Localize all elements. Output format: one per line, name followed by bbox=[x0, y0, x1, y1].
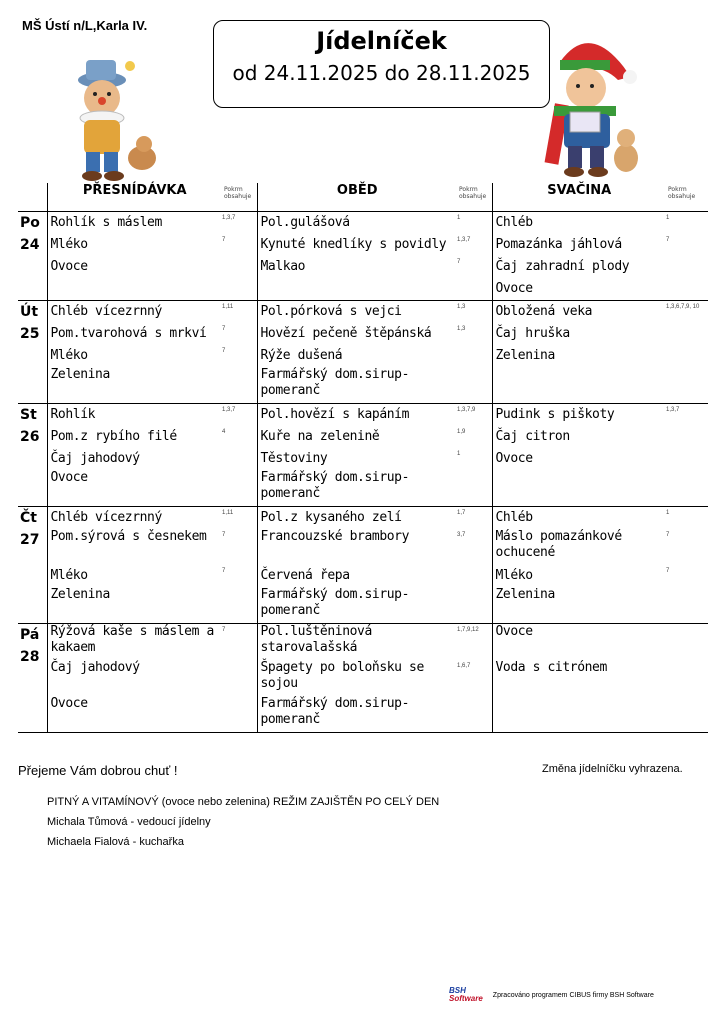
snack-allergens: 1 bbox=[666, 510, 670, 516]
day-number: 26 bbox=[20, 429, 40, 445]
breakfast-cell bbox=[47, 624, 222, 733]
lunch-allergen-cell bbox=[457, 507, 492, 624]
lunch-allergens: 1 bbox=[457, 451, 461, 457]
head-of-canteen: Michala Tůmová - vedoucí jídelny bbox=[47, 816, 211, 828]
breakfast-item: Ovoce bbox=[50, 696, 88, 711]
breakfast-cell bbox=[47, 507, 222, 624]
lunch-item: Pol.pórková s vejci bbox=[260, 304, 402, 319]
snack-allergens: 1,3,6,7,9, 10 bbox=[666, 304, 700, 310]
footer bbox=[449, 987, 654, 1003]
snack-item: Mléko bbox=[495, 568, 533, 583]
breakfast-item: Mléko bbox=[50, 237, 88, 252]
lunch-allergens: 1 bbox=[457, 215, 461, 221]
lunch-cell bbox=[257, 624, 457, 733]
snack-allergens: 7 bbox=[666, 532, 670, 538]
snack-item: Ovoce bbox=[495, 451, 533, 466]
lunch-allergens: 1,7 bbox=[457, 510, 466, 516]
breakfast-allergens bbox=[222, 587, 257, 623]
lunch-item: Farmářský dom.sirup-pomeranč bbox=[260, 696, 410, 727]
lunch-allergens: 1,7,9,12 bbox=[457, 627, 479, 633]
snack-allergens bbox=[666, 278, 708, 300]
breakfast-allergens: 7 bbox=[222, 326, 226, 332]
day-row bbox=[18, 624, 708, 733]
menu-header-row bbox=[18, 183, 708, 212]
snack-allergens bbox=[666, 696, 708, 732]
breakfast-item: Mléko bbox=[50, 348, 88, 363]
breakfast-item: Mléko bbox=[50, 568, 88, 583]
snack-item bbox=[493, 367, 667, 403]
breakfast-allergens: 1,3,7 bbox=[222, 215, 236, 221]
lunch-allergens: 1,6,7 bbox=[457, 663, 471, 669]
lunch-item: Červená řepa bbox=[260, 568, 350, 583]
breakfast-item: Čaj jahodový bbox=[50, 451, 140, 466]
snack-item bbox=[493, 470, 667, 506]
day-abbr: Pá bbox=[20, 627, 40, 643]
breakfast-allergen-cell bbox=[222, 507, 257, 624]
breakfast-item: Čaj jahodový bbox=[50, 660, 140, 675]
snack-item: Čaj citron bbox=[495, 429, 570, 444]
lunch-allergen-cell bbox=[457, 301, 492, 404]
lunch-item: Špagety po boloňsku se sojou bbox=[260, 660, 424, 691]
breakfast-allergens: 1,11 bbox=[222, 510, 234, 516]
breakfast-allergen-cell bbox=[222, 624, 257, 733]
breakfast-allergens bbox=[222, 660, 257, 696]
lunch-allergen-cell bbox=[457, 624, 492, 733]
lunch-allergen-cell bbox=[457, 404, 492, 507]
lunch-cell bbox=[257, 212, 457, 301]
lunch-item: Kynuté knedlíky s povidly bbox=[260, 237, 447, 252]
breakfast-allergens bbox=[222, 278, 257, 300]
lunch-allergen-cell bbox=[457, 212, 492, 301]
breakfast-allergens: 1,3,7 bbox=[222, 407, 236, 413]
change-note: Změna jídelníčku vyhrazena. bbox=[542, 763, 683, 775]
breakfast-cell bbox=[47, 301, 222, 404]
cook: Michaela Fialová - kuchařka bbox=[47, 836, 184, 848]
breakfast-item: Rohlík bbox=[50, 407, 96, 422]
notes-block bbox=[47, 792, 439, 852]
snack-allergens bbox=[666, 624, 708, 660]
breakfast-allergens bbox=[222, 256, 257, 278]
lunch-allergens: 1,3 bbox=[457, 326, 466, 332]
breakfast-allergens: 1,11 bbox=[222, 304, 234, 310]
breakfast-item: Zelenina bbox=[50, 367, 110, 382]
snack-allergens bbox=[666, 448, 708, 470]
allergen-header: Pokrm obsahuje bbox=[457, 183, 492, 212]
breakfast-allergens bbox=[222, 696, 257, 732]
snack-column-header: SVAČINA bbox=[492, 183, 666, 212]
lunch-item: Pol.luštěninová starovalašská bbox=[260, 624, 372, 655]
breakfast-item: Zelenina bbox=[50, 587, 110, 602]
snack-cell bbox=[492, 507, 666, 624]
snack-cell bbox=[492, 624, 666, 733]
lunch-item: Těstoviny bbox=[260, 451, 328, 466]
breakfast-allergen-cell bbox=[222, 301, 257, 404]
day-label bbox=[18, 404, 47, 507]
lunch-item: Pol.z kysaného zelí bbox=[260, 510, 402, 525]
day-row bbox=[18, 212, 708, 301]
breakfast-allergen-cell bbox=[222, 404, 257, 507]
snack-item: Ovoce bbox=[495, 624, 533, 639]
snack-item: Ovoce bbox=[495, 281, 533, 296]
breakfast-item: Rýžová kaše s máslem a kakaem bbox=[50, 624, 214, 655]
lunch-allergens: 1,9 bbox=[457, 429, 466, 435]
page-title: Jídelníček bbox=[316, 27, 447, 55]
snack-item bbox=[493, 696, 667, 732]
lunch-item: Farmářský dom.sirup-pomeranč bbox=[260, 587, 410, 618]
lunch-item: Pol.hovězí s kapáním bbox=[260, 407, 410, 422]
lunch-item bbox=[258, 278, 458, 300]
lunch-allergens: 7 bbox=[457, 259, 461, 265]
snack-allergen-cell bbox=[666, 301, 708, 404]
lunch-allergens: 1,3,7,9 bbox=[457, 407, 476, 413]
snack-allergen-cell bbox=[666, 404, 708, 507]
snack-item: Máslo pomazánkové ochucené bbox=[495, 529, 622, 560]
lunch-cell bbox=[257, 404, 457, 507]
snack-item: Pomazánka jáhlová bbox=[495, 237, 622, 252]
clown-illustration bbox=[62, 58, 162, 183]
lunch-allergens bbox=[457, 278, 492, 300]
snack-cell bbox=[492, 212, 666, 301]
day-row bbox=[18, 507, 708, 624]
snack-allergens: 7 bbox=[666, 568, 670, 574]
breakfast-allergen-cell bbox=[222, 212, 257, 301]
breakfast-cell bbox=[47, 404, 222, 507]
lunch-item: Hovězí pečeně štěpánská bbox=[260, 326, 432, 341]
breakfast-item: Chléb vícezrnný bbox=[50, 304, 162, 319]
lunch-column-header: OBĚD bbox=[257, 183, 457, 212]
allergen-header: Pokrm obsahuje bbox=[666, 183, 708, 212]
day-label bbox=[18, 624, 47, 733]
snack-allergens bbox=[666, 660, 708, 696]
day-column-header bbox=[18, 183, 47, 212]
day-row bbox=[18, 404, 708, 507]
lunch-allergens bbox=[457, 565, 492, 587]
breakfast-allergens: 7 bbox=[222, 532, 226, 538]
snack-item: Zelenina bbox=[495, 348, 555, 363]
lunch-allergens bbox=[457, 587, 492, 623]
lunch-cell bbox=[257, 301, 457, 404]
day-number: 28 bbox=[20, 649, 40, 665]
allergen-header: Pokrm obsahuje bbox=[222, 183, 257, 212]
goodbye-message: Přejeme Vám dobrou chuť ! bbox=[18, 763, 178, 778]
menu-table bbox=[18, 183, 708, 733]
drinking-regime-note: PITNÝ A VITAMÍNOVÝ (ovoce nebo zelenina) REŽIM ZAJIŠTĚN PO CELÝ DEN bbox=[47, 796, 440, 808]
snack-item: Pudink s piškoty bbox=[495, 407, 615, 422]
breakfast-item: Pom.sýrová s česnekem bbox=[50, 529, 207, 544]
day-number: 27 bbox=[20, 532, 40, 548]
snack-allergens bbox=[666, 323, 708, 345]
lunch-item: Farmářský dom.sirup-pomeranč bbox=[260, 470, 410, 501]
snack-allergens bbox=[666, 587, 708, 623]
day-label bbox=[18, 301, 47, 404]
snack-allergen-cell bbox=[666, 507, 708, 624]
breakfast-item: Rohlík s máslem bbox=[50, 215, 162, 230]
snack-item: Zelenina bbox=[495, 587, 555, 602]
school-name: MŠ Ústí n/L,Karla IV. bbox=[22, 18, 148, 33]
snack-allergens bbox=[666, 470, 708, 506]
snack-cell bbox=[492, 404, 666, 507]
lunch-item: Malkao bbox=[260, 259, 306, 274]
bsh-logo: BSH Software bbox=[449, 986, 483, 1003]
breakfast-item: Pom.z rybího filé bbox=[50, 429, 177, 444]
snack-item: Chléb bbox=[495, 510, 533, 525]
breakfast-allergens: 7 bbox=[222, 568, 226, 574]
lunch-allergens bbox=[457, 470, 492, 506]
day-number: 25 bbox=[20, 326, 40, 342]
snack-allergen-cell bbox=[666, 212, 708, 301]
snack-item: Voda s citrónem bbox=[495, 660, 607, 675]
breakfast-allergens: 7 bbox=[222, 348, 226, 354]
snack-allergens: 1,3,7 bbox=[666, 407, 680, 413]
snack-allergens: 7 bbox=[666, 237, 670, 243]
snack-allergens bbox=[666, 367, 708, 403]
lunch-item: Farmářský dom.sirup-pomeranč bbox=[260, 367, 410, 398]
day-abbr: St bbox=[20, 407, 37, 423]
day-number: 24 bbox=[20, 237, 40, 253]
lunch-allergens: 3,7 bbox=[457, 532, 466, 538]
lunch-item: Francouzské brambory bbox=[260, 529, 410, 544]
snack-cell bbox=[492, 301, 666, 404]
lunch-item: Kuře na zelenině bbox=[260, 429, 380, 444]
snack-allergens bbox=[666, 345, 708, 367]
footer-text: Zpracováno programem CIBUS firmy BSH Software bbox=[492, 991, 654, 999]
breakfast-allergens bbox=[222, 367, 257, 403]
breakfast-column-header: PŘESNÍDÁVKA bbox=[47, 183, 222, 212]
snack-allergen-cell bbox=[666, 624, 708, 733]
breakfast-allergens: 4 bbox=[222, 429, 226, 435]
breakfast-cell bbox=[47, 212, 222, 301]
breakfast-allergens: 7 bbox=[222, 237, 226, 243]
snack-allergens bbox=[666, 256, 708, 278]
lunch-allergens bbox=[457, 345, 492, 367]
day-abbr: Út bbox=[20, 304, 39, 320]
breakfast-item: Ovoce bbox=[50, 470, 88, 485]
breakfast-item: Pom.tvarohová s mrkví bbox=[50, 326, 207, 341]
day-abbr: Čt bbox=[20, 510, 37, 526]
snack-item: Čaj zahradní plody bbox=[495, 259, 630, 274]
date-range: od 24.11.2025 do 28.11.2025 bbox=[232, 61, 531, 85]
breakfast-item: Chléb vícezrnný bbox=[50, 510, 162, 525]
lunch-allergens bbox=[457, 696, 492, 732]
breakfast-allergens: 7 bbox=[222, 627, 226, 633]
lunch-allergens bbox=[457, 367, 492, 403]
breakfast-item bbox=[48, 278, 223, 300]
snack-item: Obložená veka bbox=[495, 304, 593, 319]
day-row bbox=[18, 301, 708, 404]
day-label bbox=[18, 212, 47, 301]
snack-item: Chléb bbox=[495, 215, 533, 230]
snack-item: Čaj hruška bbox=[495, 326, 570, 341]
title-box bbox=[213, 20, 550, 108]
lunch-allergens: 1,3,7 bbox=[457, 237, 471, 243]
snack-allergens: 1 bbox=[666, 215, 670, 221]
day-label bbox=[18, 507, 47, 624]
lunch-item: Rýže dušená bbox=[260, 348, 343, 363]
lunch-allergens: 1,3 bbox=[457, 304, 466, 310]
lunch-cell bbox=[257, 507, 457, 624]
breakfast-allergens bbox=[222, 448, 257, 470]
snack-allergens bbox=[666, 426, 708, 448]
breakfast-item: Ovoce bbox=[50, 259, 88, 274]
breakfast-allergens bbox=[222, 470, 257, 506]
child-winter-illustration bbox=[530, 32, 642, 182]
lunch-item: Pol.gulášová bbox=[260, 215, 350, 230]
day-abbr: Po bbox=[20, 215, 40, 231]
